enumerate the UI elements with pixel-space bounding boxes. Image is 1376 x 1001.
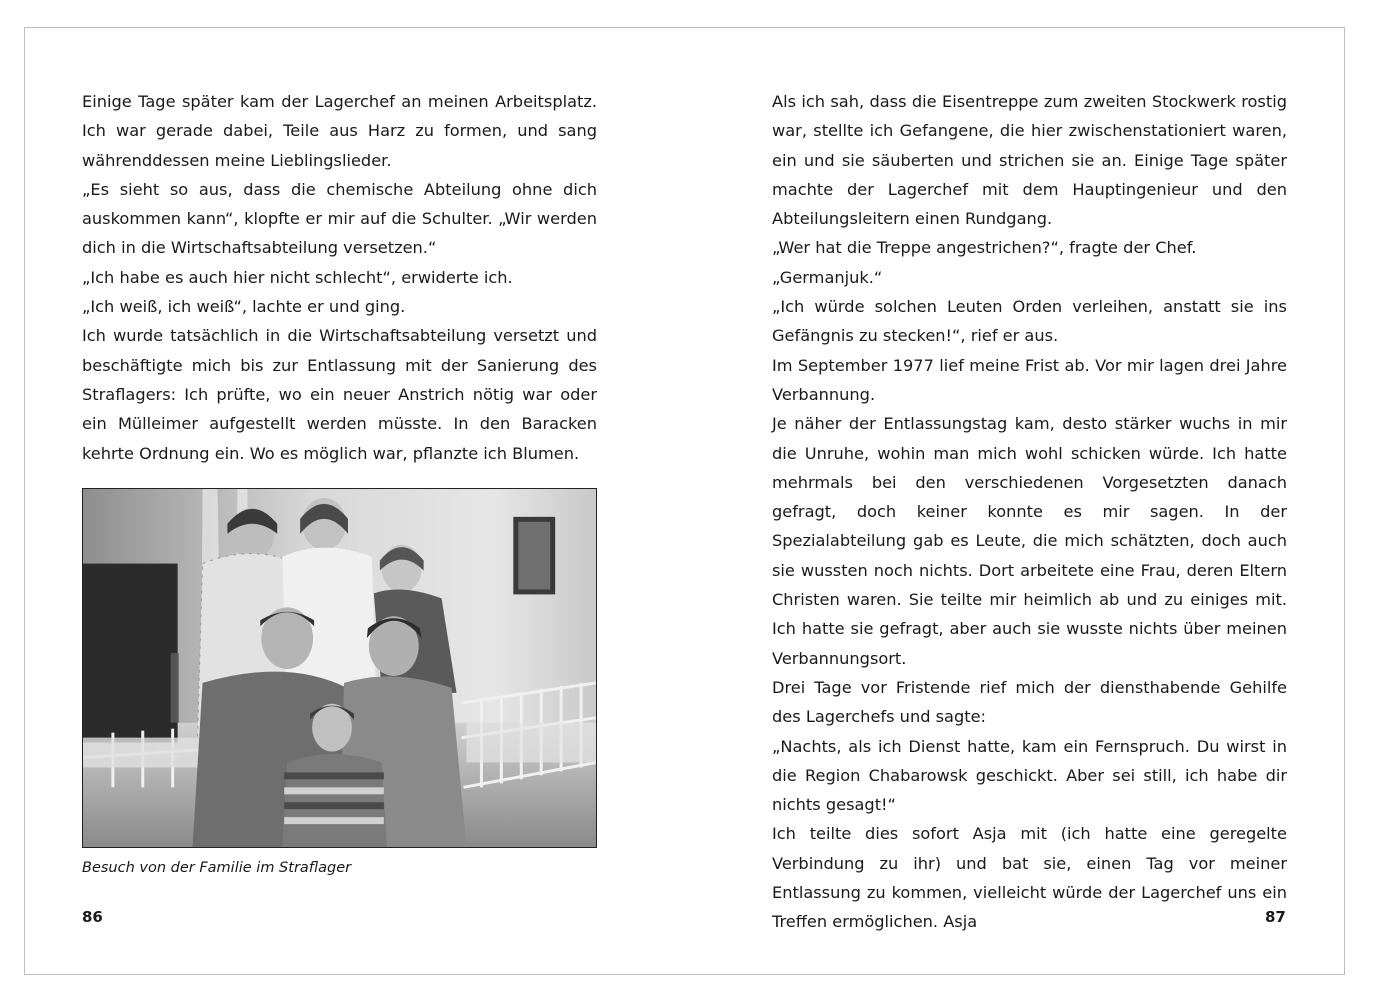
paragraph: Ich wurde tatsächlich in die Wirtschaftsabteilung versetzt und beschäftigte mich bis zur Entlassung mit der Sanierung des Straflagers: Ich prüfte, wo ein neuer Anstrich nötig war oder ein Mülleimer aufgestellt werden müsste. In den Baracken kehrte Ordnung ein. Wo es möglich war, pflanzte ich Blumen. xyxy=(82,326,597,463)
paragraph: „Ich weiß, ich weiß“, lachte er und ging. xyxy=(82,297,406,317)
paragraph: Als ich sah, dass die Eisentreppe zum zweiten Stockwerk rostig war, stellte ich Gefangene, die hier zwischenstationiert waren, ein und sie säuberten und strichen sie an. Einige Tage später machte der Lagerchef mit dem Hauptingenieur und den Abteilungsleitern einen Rundgang. xyxy=(772,92,1287,229)
paragraph: Ich teilte dies sofort Asja mit (ich hatte eine geregelte Verbindung zu ihr) und bat sie, einen Tag vor meiner Entlassung zu kommen, vielleicht würde der Lagerchef uns ein Treffen ermöglichen. Asja xyxy=(772,824,1287,932)
photo-caption: Besuch von der Familie im Straflager xyxy=(82,860,352,876)
family-photo-illustration xyxy=(83,489,596,847)
paragraph: Drei Tage vor Fristende rief mich der diensthabende Gehilfe des Lagerchefs und sagte: xyxy=(772,677,1287,727)
paragraph: Im September 1977 lief meine Frist ab. Vor mir lagen drei Jahre Verbannung. xyxy=(772,355,1287,404)
right-page-text xyxy=(772,87,1287,937)
paragraph: „Es sieht so aus, dass die chemische Abteilung ohne dich auskommen kann“, klopfte er mir auf die Schulter. „Wir werden dich in die Wirtschaftsabteilung versetzen.“ xyxy=(82,179,597,258)
page-number-right: 87 xyxy=(1265,908,1286,926)
paragraph: Je näher der Entlassungstag kam, desto stärker wuchs in mir die Unruhe, wohin man mich wohl schicken würde. Ich hatte mehrmals bei den verschiedenen Vorgesetzten danach gefragt, doch keiner konnte es mir sagen. In der Spezialabteilung gab es Leute, die mich schätzten, doch auch sie wussten noch nichts. Dort arbeitete eine Frau, deren Eltern Christen waren. Sie teilte mir heimlich ab und zu einiges mit. Ich hatte sie gefragt, aber auch sie wusste nichts über meinen Verbannungsort. xyxy=(772,414,1287,668)
book-spread xyxy=(24,27,1345,975)
family-photo xyxy=(82,488,597,848)
page-number-left: 86 xyxy=(82,908,103,926)
left-page-text xyxy=(82,87,597,468)
paragraph: „Nachts, als ich Dienst hatte, kam ein Fernspruch. Du wirst in die Region Chabarowsk geschickt. Aber sei still, ich habe dir nichts gesagt!“ xyxy=(772,736,1287,815)
paragraph: „Wer hat die Treppe angestrichen?“, fragte der Chef. xyxy=(772,238,1197,258)
paragraph: „Germanjuk.“ xyxy=(772,267,883,287)
paragraph: Einige Tage später kam der Lagerchef an meinen Arbeitsplatz. Ich war gerade dabei, Teile aus Harz zu formen, und sang währenddessen meine Lieblingslieder. xyxy=(82,92,597,170)
paragraph: „Ich würde solchen Leuten Orden verleihen, anstatt sie ins Gefängnis zu stecken!“, rief er aus. xyxy=(772,297,1287,346)
paragraph: „Ich habe es auch hier nicht schlecht“, erwiderte ich. xyxy=(82,267,513,287)
